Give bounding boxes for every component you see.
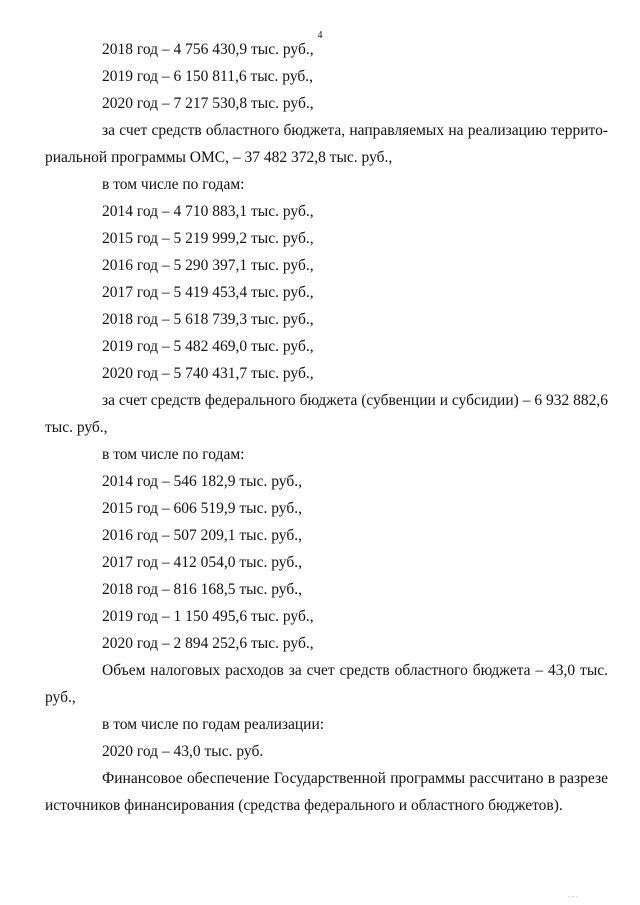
text-line: риальной программы ОМС, – 37 482 372,8 тыс. руб., (45, 149, 393, 166)
text-line: 2018 год – 5 618 739,3 тыс. руб., (102, 311, 314, 328)
text-line: 2017 год – 412 054,0 тыс. руб., (102, 554, 302, 571)
text-line: в том числе по годам: (102, 446, 245, 463)
text-line: Финансовое обеспечение Государственной программы рассчитано в разрезе (102, 770, 608, 787)
text-line: 2019 год – 5 482 469,0 тыс. руб., (102, 338, 314, 355)
text-line: 2014 год – 546 182,9 тыс. руб., (102, 473, 302, 490)
text-line: 2018 год – 816 168,5 тыс. руб., (102, 581, 302, 598)
text-line: 2019 год – 6 150 811,6 тыс. руб., (102, 68, 314, 85)
text-line: 2020 год – 7 217 530,8 тыс. руб., (102, 95, 314, 112)
text-line: Объем налоговых расходов за счет средств областного бюджета – 43,0 тыс. (102, 662, 608, 679)
text-line: в том числе по годам реализации: (102, 716, 325, 733)
text-line: в том числе по годам: (102, 176, 245, 193)
text-line: за счет средств областного бюджета, направляемых на реализацию террито- (102, 122, 608, 139)
page-number: 4 (317, 30, 323, 41)
text-line: тыс. руб., (45, 419, 108, 436)
text-line: 2018 год – 4 756 430,9 тыс. руб., (102, 41, 314, 58)
text-line: 2014 год – 4 710 883,1 тыс. руб., (102, 203, 314, 220)
text-line: 2016 год – 5 290 397,1 тыс. руб., (102, 257, 314, 274)
text-line: 2020 год – 2 894 252,6 тыс. руб., (102, 635, 314, 652)
text-line: 2017 год – 5 419 453,4 тыс. руб., (102, 284, 314, 301)
text-line: 2015 год – 606 519,9 тыс. руб., (102, 500, 302, 517)
text-line: 2016 год – 507 209,1 тыс. руб., (102, 527, 302, 544)
text-line: 2015 год – 5 219 999,2 тыс. руб., (102, 230, 314, 247)
text-line: 2020 год – 5 740 431,7 тыс. руб., (102, 365, 314, 382)
footer-mark: .... (568, 893, 578, 899)
text-line: за счет средств федерального бюджета (субвенции и субсидии) – 6 932 882,6 (102, 392, 608, 409)
text-line: 2019 год – 1 150 495,6 тыс. руб., (102, 608, 314, 625)
text-line: 2020 год – 43,0 тыс. руб. (102, 743, 264, 760)
text-line: руб., (45, 689, 76, 706)
text-line: источников финансирования (средства федерального и областного бюджетов). (45, 797, 563, 814)
